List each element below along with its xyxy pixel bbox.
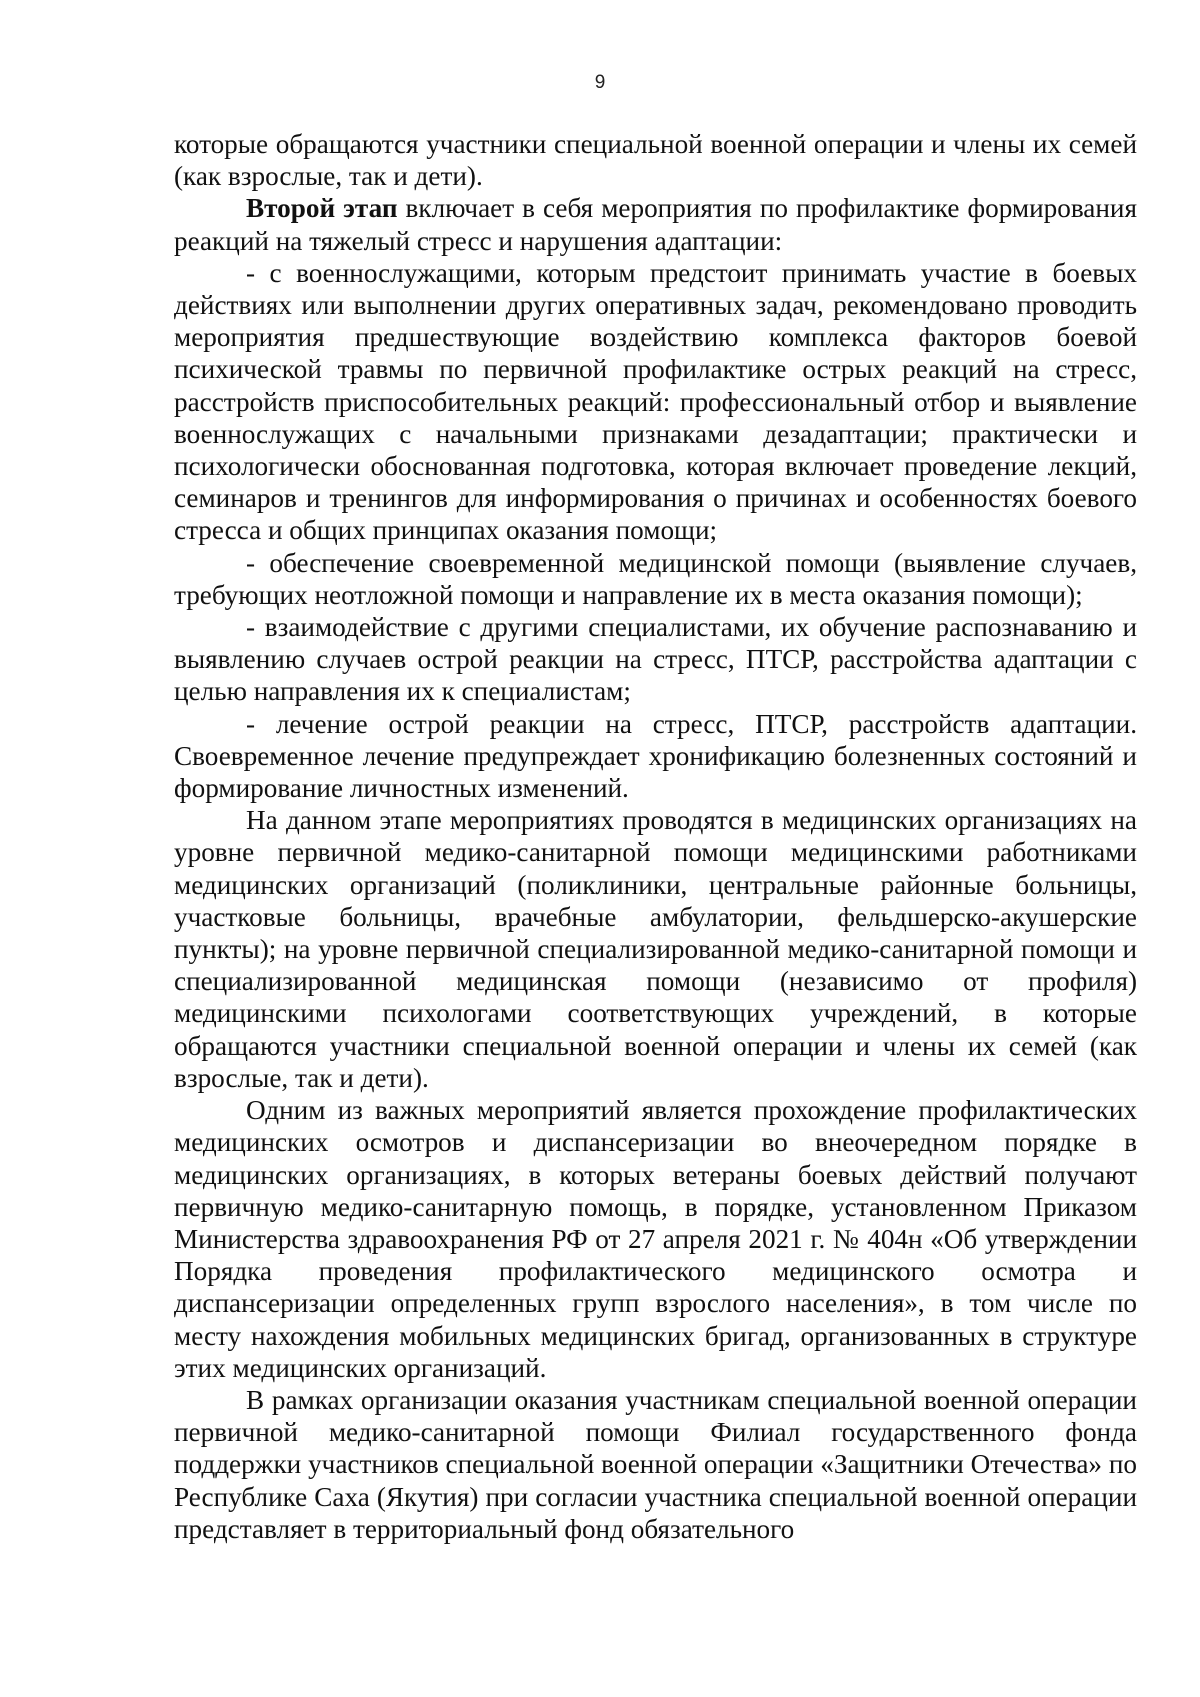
page-number: 9 bbox=[594, 72, 606, 93]
second-stage-heading: Второй этап bbox=[246, 193, 398, 224]
document-body bbox=[174, 128, 1137, 1545]
paragraph-timely-care: - обеспечение своевременной медицинской помощи (выявление случаев, требующих неотложной помощи и направление их в места оказания помощи); bbox=[174, 547, 1137, 610]
second-stage-text: включает в себя мероприятия по профилактике формирования реакций на тяжелый стресс и нарушения адаптации: bbox=[174, 193, 1137, 256]
paragraph-second-stage bbox=[174, 192, 1137, 256]
paragraph-stage-organizations: На данном этапе мероприятиях проводятся в медицинских организациях на уровне первичной медико-санитарной помощи медицинскими работниками медицинских организаций (поликлиники, центральные районные больницы, участковые больницы, врачебные амбулатории, фельдшерско-акушерские пункты); на уровне первичной специализированной медико-санитарной помощи и специализированной медицинская помощи (независимо от профиля) медицинскими психологами соответствующих учреждений, в которые обращаются участники специальной военной операции и члены их семей (как взрослые, так и дети). bbox=[174, 805, 1137, 1093]
paragraph-fund-support: В рамках организации оказания участникам специальной военной операции первичной медико-санитарной помощи Филиал государственного фонда поддержки участников специальной военной операции «Защитники Отечества» по Республике Саха (Якутия) при согласии участника специальной военной операции представляет в территориальный фонд обязательного bbox=[174, 1384, 1137, 1544]
paragraph-medical-examinations: Одним из важных мероприятий является прохождение профилактических медицинских осмотров и диспансеризации во внеочередном порядке в медицинских организациях, в которых ветераны боевых действий получают первичную медико-санитарную помощь, в порядке, установленном Приказом Министерства здравоохранения РФ от 27 апреля 2021 г. № 404н «Об утверждении Порядка проведения профилактического медицинского осмотра и диспансеризации определенных групп взрослого населения», в том числе по месту нахождения мобильных медицинских бригад, организованных в структуре этих медицинских организаций. bbox=[174, 1095, 1137, 1383]
paragraph-continuation: которые обращаются участники специальной военной операции и члены их семей (как взрослые, так и дети). bbox=[174, 129, 1137, 192]
paragraph-specialist-interaction: - взаимодействие с другими специалистами, их обучение распознаванию и выявлению случаев острой реакции на стресс, ПТСР, расстройства адаптации с целью направления их к специалистам; bbox=[174, 612, 1137, 707]
paragraph-servicemen-prevention: - с военнослужащими, которым предстоит принимать участие в боевых действиях или выполнении других оперативных задач, рекомендовано проводить мероприятия предшествующие воздействию комплекса факторов боевой психической травмы по первичной профилактике острых реакций на стресс, расстройств приспособительных реакций: профессиональный отбор и выявление военнослужащих с начальными признаками дезадаптации; практически и психологически обоснованная подготовка, которая включает проведение лекций, семинаров и тренингов для информирования о причинах и особенностях боевого стресса и общих принципах оказания помощи; bbox=[174, 257, 1137, 546]
paragraph-treatment: - лечение острой реакции на стресс, ПТСР, расстройств адаптации. Своевременное лечение предупреждает хронификацию болезненных состояний и формирование личностных изменений. bbox=[174, 708, 1137, 804]
